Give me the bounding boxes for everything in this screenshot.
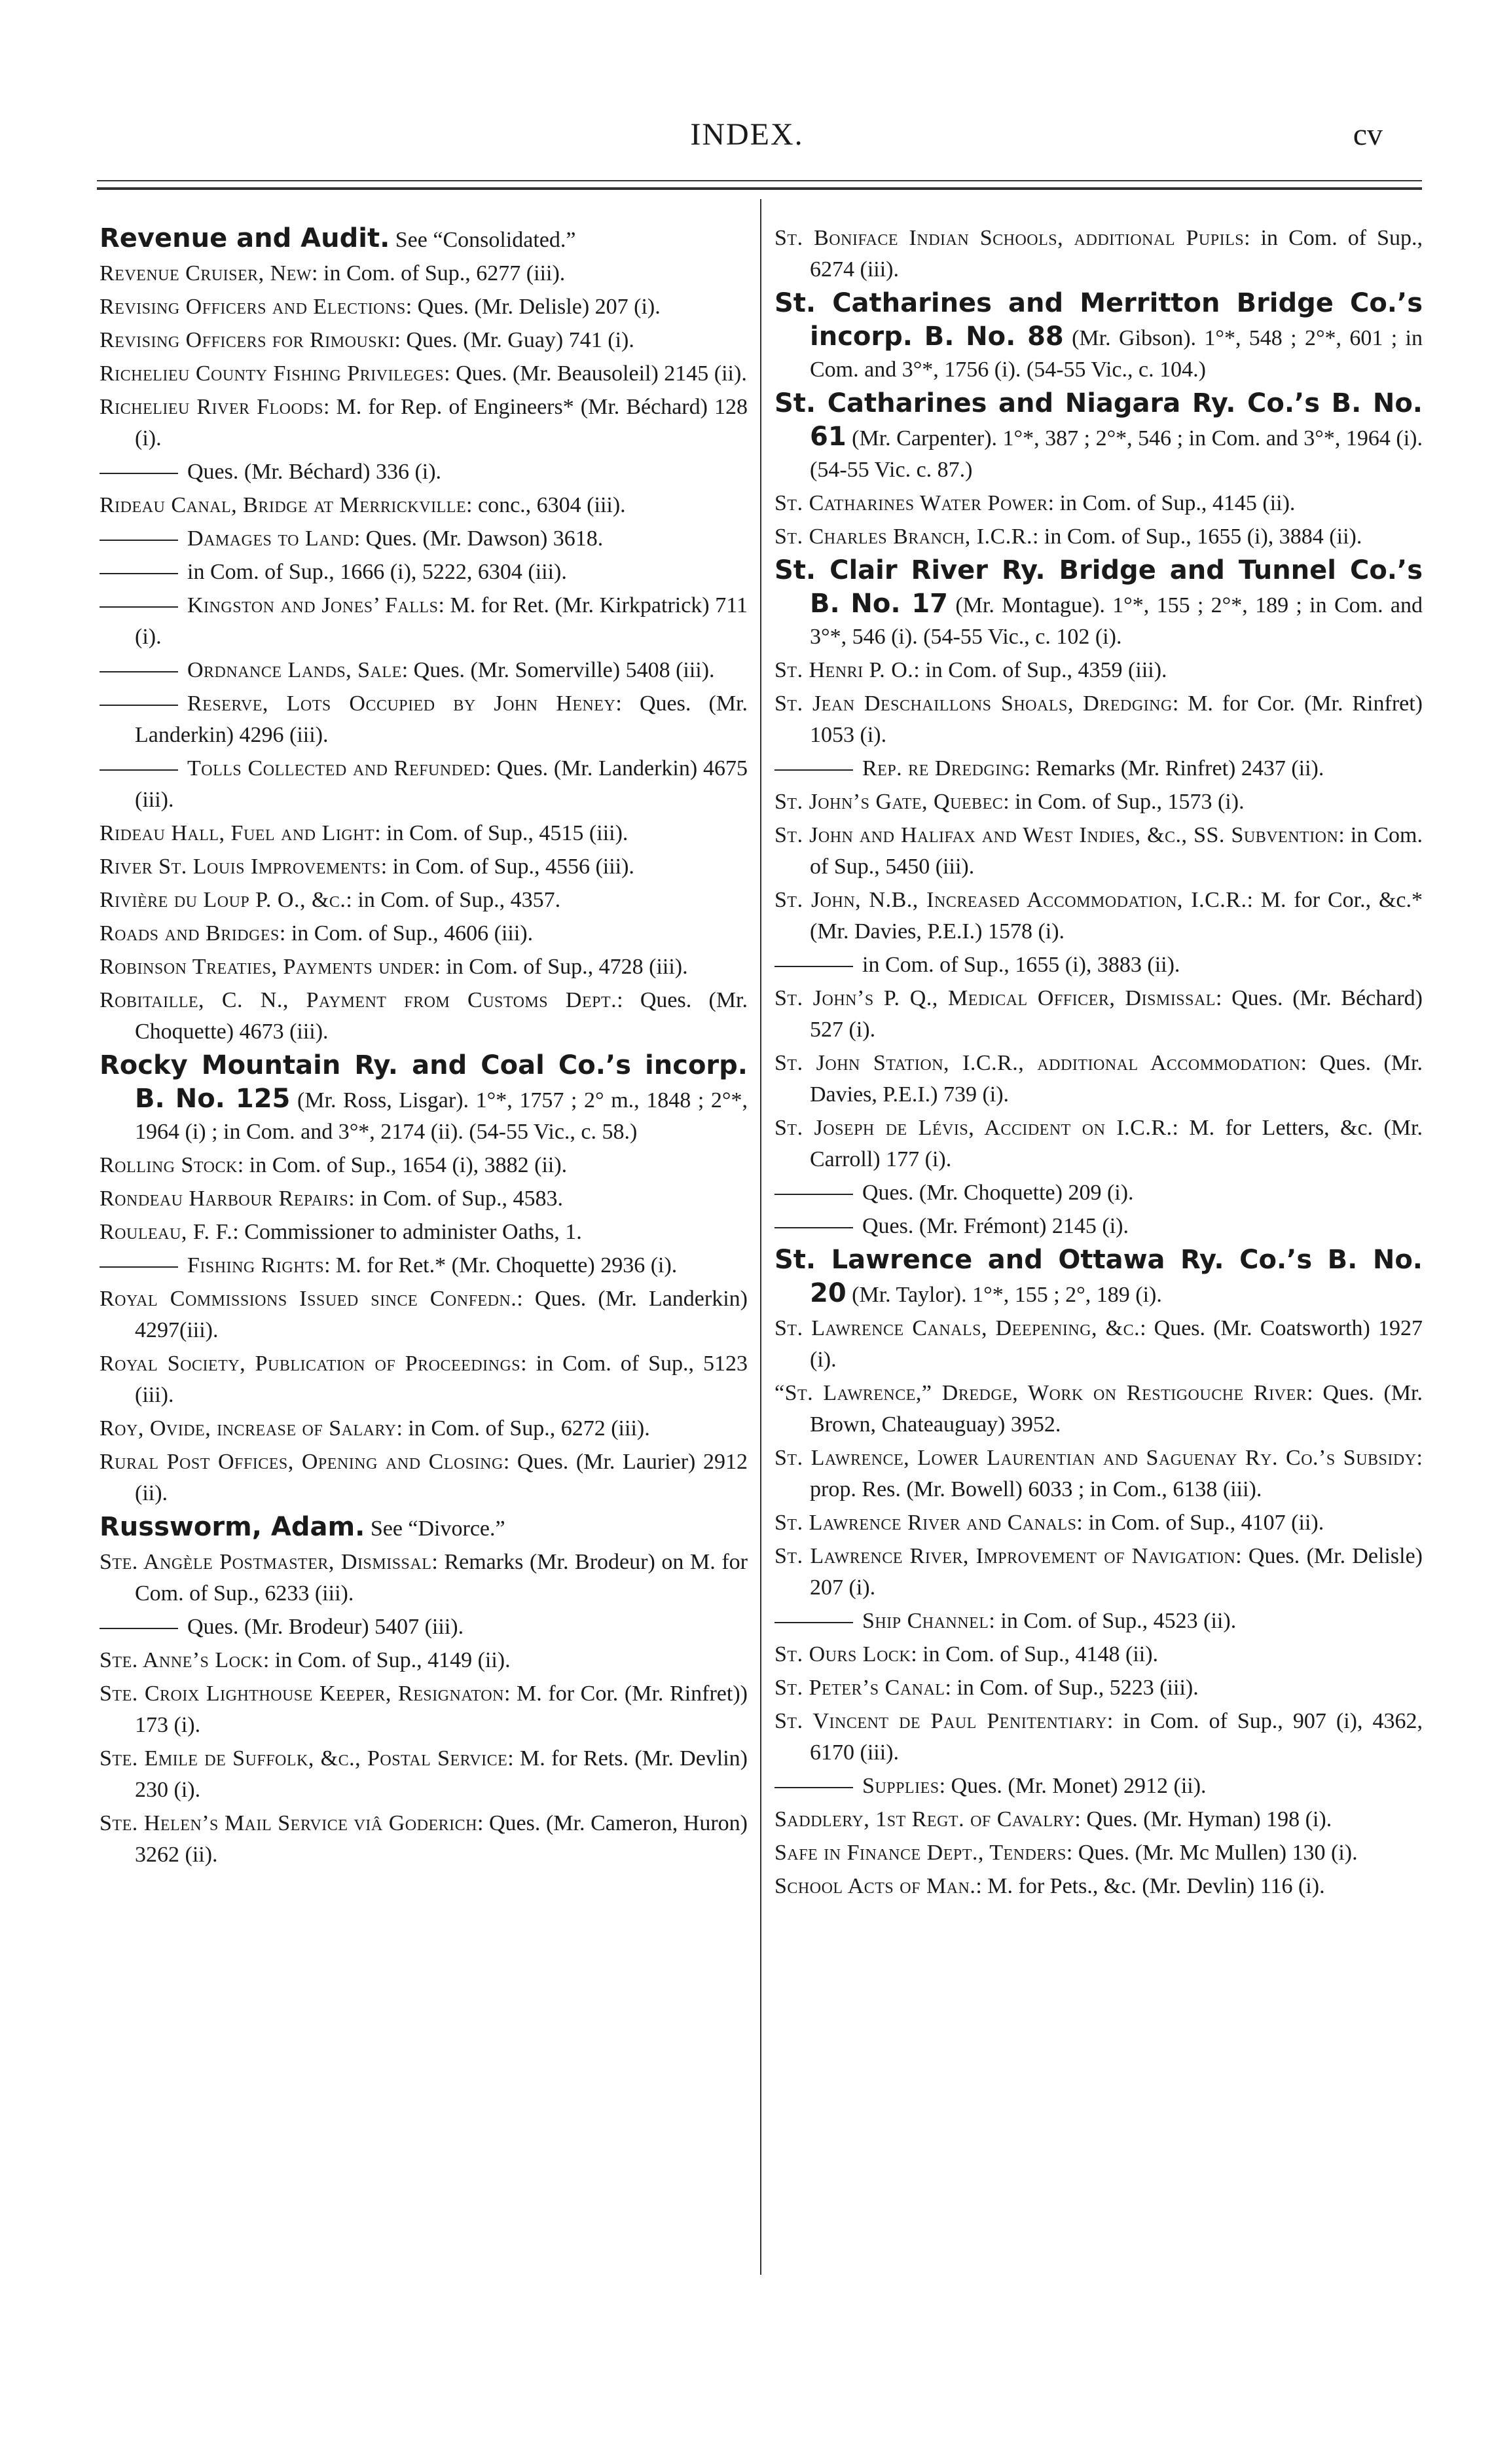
index-entry xyxy=(774,820,1423,883)
continuation-dash xyxy=(774,1622,853,1623)
entry-heading: St. Joseph de Lévis, Accident on I.C.R. xyxy=(774,1116,1173,1140)
index-entry xyxy=(100,818,748,849)
index-entry xyxy=(100,1150,748,1181)
entry-references: : in Com. of Sup., 4357. xyxy=(346,888,561,912)
index-entry xyxy=(100,456,748,488)
entry-references: : in Com. of Sup., 4359 (iii). xyxy=(913,658,1167,682)
entry-bold-heading: St. Catharines and Niagara Ry. Co.’s B. No. 61 xyxy=(774,388,1423,452)
entry-heading: Kingston and Jones’ Falls xyxy=(187,593,439,617)
entry-heading: Robitaille, C. N., Payment from Customs Dept. xyxy=(100,988,617,1012)
entry-references: : Ques. (Mr. Guay) 741 (i). xyxy=(394,328,634,352)
entry-references: in Com. of Sup., 1666 (i), 5222, 6304 (iii). xyxy=(187,560,567,584)
entry-heading: St. Catharines Water Power xyxy=(774,491,1048,515)
entry-heading: Safe in Finance Dept., Tenders xyxy=(774,1841,1066,1865)
index-entry xyxy=(774,388,1423,486)
right-index-column xyxy=(774,223,1423,1904)
index-entry xyxy=(774,1837,1423,1869)
entry-references: : M. for Pets., &c. (Mr. Devlin) 116 (i). xyxy=(975,1874,1325,1898)
entry-references: : Ques. (Mr. Brown, Chateauguay) 3952. xyxy=(810,1381,1423,1437)
index-entry xyxy=(100,918,748,949)
index-entry xyxy=(774,983,1423,1046)
entry-heading: Revising Officers for Rimouski xyxy=(100,328,395,352)
entry-heading: Roy, Ovide, increase of Salary xyxy=(100,1416,397,1441)
index-entry xyxy=(774,949,1423,981)
entry-heading: St. Lawrence, Lower Laurentian and Saguenay Ry. Co.’s Subsidy xyxy=(774,1446,1417,1470)
entry-references: : in Com. of Sup., 4583. xyxy=(348,1186,563,1211)
entry-references: in Com. of Sup., 1655 (i), 3883 (ii). xyxy=(862,953,1180,977)
entry-heading: St. Lawrence River, Improvement of Navigation xyxy=(774,1544,1236,1568)
page-title: INDEX. xyxy=(690,117,804,152)
entry-references: Ques. (Mr. Brodeur) 5407 (iii). xyxy=(187,1615,464,1639)
entry-references: : Ques. (Mr. Delisle) 207 (i). xyxy=(810,1544,1423,1600)
entry-references: : Ques. (Mr. Choquette) 4673 (iii). xyxy=(135,988,748,1044)
entry-heading: Reserve, Lots Occupied by John Heney xyxy=(187,691,616,716)
index-entry xyxy=(774,488,1423,519)
index-entry xyxy=(774,1804,1423,1835)
index-entry xyxy=(100,1250,748,1281)
index-entry xyxy=(100,1050,748,1148)
entry-references: : in Com. of Sup., 4728 (iii). xyxy=(434,955,688,979)
entry-references: : M. for Cor., &c.* (Mr. Davies, P.E.I.) 1578 (i). xyxy=(810,888,1423,944)
index-entry xyxy=(774,223,1423,285)
entry-heading: Rideau Canal, Bridge at Merrickville xyxy=(100,493,467,517)
continuation-dash xyxy=(100,1266,178,1268)
index-entry xyxy=(100,951,748,983)
continuation-dash xyxy=(100,1628,178,1629)
entry-heading: St. John, N.B., Increased Accommodation, I.C.R. xyxy=(774,888,1247,912)
page-header xyxy=(92,110,1402,162)
entry-heading: Ste. Croix Lighthouse Keeper, Resignaton xyxy=(100,1682,504,1706)
index-entry xyxy=(774,1211,1423,1242)
entry-heading: St. Jean Deschaillons Shoals, Dredging xyxy=(774,691,1173,716)
entry-bold-heading: Russworm, Adam. xyxy=(100,1512,365,1542)
entry-heading: Rolling Stock xyxy=(100,1153,238,1177)
entry-heading: Ste. Angèle Postmaster, Dismissal xyxy=(100,1550,432,1574)
entry-bold-heading: Rocky Mountain Ry. and Coal Co.’s incorp. B. No. 125 xyxy=(100,1050,748,1114)
entry-heading: St. Henri P. O. xyxy=(774,658,914,682)
entry-heading: St. Lawrence Canals, Deepening, &c. xyxy=(774,1316,1140,1340)
entry-references: : Ques. (Mr. Dawson) 3618. xyxy=(354,526,604,551)
entry-references: (Mr. Carpenter). 1°*, 387 ; 2°*, 546 ; in Com. and 3°*, 1964 (i). (54-55 Vic. c. 87.) xyxy=(810,426,1423,482)
index-entry xyxy=(774,555,1423,653)
entry-references: See “Consolidated.” xyxy=(390,228,576,252)
index-entry xyxy=(100,1547,748,1609)
entry-references: : in Com. of Sup., 5123 (iii). xyxy=(135,1352,748,1407)
index-entry xyxy=(100,291,748,323)
index-entry xyxy=(774,1378,1423,1441)
entry-references: : in Com. of Sup., 4145 (ii). xyxy=(1048,491,1296,515)
entry-references: : Ques. (Mr. Davies, P.E.I.) 739 (i). xyxy=(810,1051,1423,1107)
index-entry xyxy=(100,753,748,816)
entry-bold-heading: Revenue and Audit. xyxy=(100,223,390,253)
entry-heading: “St. Lawrence,” Dredge, Work on Restigouche River xyxy=(774,1381,1307,1405)
entry-references: See “Divorce.” xyxy=(365,1517,505,1541)
index-entry xyxy=(100,392,748,454)
entry-heading: Rep. re Dredging xyxy=(862,756,1025,781)
entry-references: : Commissioner to administer Oaths, 1. xyxy=(232,1220,582,1244)
entry-heading: Tolls Collected and Refunded xyxy=(187,756,485,781)
entry-heading: Rouleau, F. F. xyxy=(100,1220,233,1244)
entry-heading: Revising Officers and Elections xyxy=(100,295,406,319)
entry-heading: St. Boniface Indian Schools, additional Pupils xyxy=(774,226,1245,250)
continuation-dash xyxy=(774,1227,853,1228)
index-entry xyxy=(774,1112,1423,1175)
entry-heading: River St. Louis Improvements xyxy=(100,855,381,879)
entry-references: : Ques. (Mr. Somerville) 5408 (iii). xyxy=(401,658,715,682)
index-entry xyxy=(100,358,748,390)
entry-references: (Mr. Gibson). 1°*, 548 ; 2°*, 601 ; in Com. and 3°*, 1756 (i). (54-55 Vic., c. 104.) xyxy=(810,326,1423,382)
page-number: cv xyxy=(1353,117,1383,152)
entry-heading: Supplies xyxy=(862,1774,939,1798)
entry-references: : in Com. of Sup., 4515 (iii). xyxy=(374,821,629,845)
index-entry xyxy=(774,688,1423,751)
entry-references: : Ques. (Mr. Béchard) 527 (i). xyxy=(810,986,1423,1042)
entry-heading: Ste. Anne’s Lock xyxy=(100,1648,263,1672)
entry-references: : Ques. (Mr. Monet) 2912 (ii). xyxy=(939,1774,1207,1798)
entry-references: : in Com. of Sup., 6277 (iii). xyxy=(312,261,566,285)
index-entry xyxy=(774,1771,1423,1802)
index-entry xyxy=(100,1348,748,1411)
entry-references: : in Com. of Sup., 907 (i), 4362, 6170 (iii). xyxy=(810,1709,1423,1765)
index-entry xyxy=(774,1177,1423,1209)
index-entry xyxy=(100,655,748,686)
entry-heading: Ste. Helen’s Mail Service viâ Goderich xyxy=(100,1811,477,1835)
continuation-dash xyxy=(100,573,178,574)
entry-bold-heading: St. Catharines and Merritton Bridge Co.’s incorp. B. No. 88 xyxy=(774,288,1423,352)
index-entry xyxy=(774,1706,1423,1769)
entry-references: : Ques. (Mr. Landerkin) 4675 (iii). xyxy=(135,756,748,812)
entry-references: : in Com. of Sup., 4149 (ii). xyxy=(263,1648,511,1672)
entry-references: (Mr. Ross, Lisgar). 1°*, 1757 ; 2° m., 1848 ; 2°*, 1964 (i) ; in Com. and 3°*, 2174 (ii). (54-55 Vic., c. 58.) xyxy=(135,1088,748,1144)
entry-references: : Ques. (Mr. Delisle) 207 (i). xyxy=(405,295,661,319)
index-entry xyxy=(774,655,1423,686)
entry-references: Ques. (Mr. Béchard) 336 (i). xyxy=(187,460,442,484)
entry-heading: Royal Society, Publication of Proceedings xyxy=(100,1352,521,1376)
index-entry xyxy=(100,1808,748,1871)
entry-heading: Revenue Cruiser, New xyxy=(100,261,312,285)
entry-heading: Ste. Emile de Suffolk, &c., Postal Service xyxy=(100,1746,508,1771)
index-entry xyxy=(100,985,748,1048)
column-divider xyxy=(760,199,761,2275)
entry-heading: Rural Post Offices, Opening and Closing xyxy=(100,1450,503,1474)
continuation-dash xyxy=(774,966,853,967)
index-entry xyxy=(774,287,1423,386)
entry-heading: Rivière du Loup P. O., &c. xyxy=(100,888,346,912)
entry-references: : conc., 6304 (iii). xyxy=(466,493,626,517)
entry-heading: Roads and Bridges xyxy=(100,921,280,946)
index-entry xyxy=(774,1672,1423,1704)
index-entry xyxy=(100,325,748,356)
entry-references: Ques. (Mr. Frémont) 2145 (i). xyxy=(862,1214,1129,1238)
entry-references: (Mr. Taylor). 1°*, 155 ; 2°, 189 (i). xyxy=(846,1283,1162,1307)
entry-bold-heading: St. Lawrence and Ottawa Ry. Co.’s B. No. 20 xyxy=(774,1245,1423,1308)
index-entry xyxy=(100,1217,748,1248)
header-rule-thick xyxy=(97,187,1422,190)
index-entry xyxy=(100,1743,748,1806)
entry-references: : Ques. (Mr. Laurier) 2912 (ii). xyxy=(135,1450,748,1505)
entry-references: : M. for Rets. (Mr. Devlin) 230 (i). xyxy=(135,1746,748,1802)
entry-references: : in Com. of Sup., 1655 (i), 3884 (ii). xyxy=(1032,524,1362,549)
entry-references: : M. for Letters, &c. (Mr. Carroll) 177 (i). xyxy=(810,1116,1423,1171)
index-entry xyxy=(100,688,748,751)
entry-heading: Ordnance Lands, Sale xyxy=(187,658,402,682)
entry-references: : in Com. of Sup., 1654 (i), 3882 (ii). xyxy=(237,1153,568,1177)
entry-references: : M. for Cor. (Mr. Rinfret) 1053 (i). xyxy=(810,691,1423,747)
entry-heading: St. John and Halifax and West Indies, &c., SS. Subvention xyxy=(774,823,1339,847)
index-entry xyxy=(774,1244,1423,1311)
index-entry xyxy=(100,590,748,653)
index-entry xyxy=(100,1283,748,1346)
continuation-dash xyxy=(774,769,853,771)
entry-heading: Damages to Land xyxy=(187,526,354,551)
entry-references: : in Com. of Sup., 4606 (iii). xyxy=(279,921,534,946)
entry-heading: Ship Channel xyxy=(862,1609,989,1633)
entry-references: Ques. (Mr. Choquette) 209 (i). xyxy=(862,1181,1134,1205)
entry-references: : M. for Cor. (Mr. Rinfret)) 173 (i). xyxy=(135,1682,748,1737)
index-entry xyxy=(774,1313,1423,1376)
entry-bold-heading: St. Clair River Ry. Bridge and Tunnel Co.’s B. No. 17 xyxy=(774,555,1423,619)
index-entry xyxy=(774,885,1423,947)
continuation-dash xyxy=(100,769,178,771)
continuation-dash xyxy=(774,1194,853,1195)
entry-references: : in Com. of Sup., 5223 (iii). xyxy=(945,1676,1199,1700)
entry-heading: St. Peter’s Canal xyxy=(774,1676,945,1700)
entry-references: : in Com. of Sup., 4148 (ii). xyxy=(911,1642,1159,1666)
entry-heading: St. John’s Gate, Quebec xyxy=(774,790,1004,814)
entry-heading: St. Ours Lock xyxy=(774,1642,911,1666)
entry-references: : Remarks (Mr. Rinfret) 2437 (ii). xyxy=(1024,756,1324,781)
entry-heading: School Acts of Man. xyxy=(774,1874,976,1898)
entry-references: : M. for Rep. of Engineers* (Mr. Béchard) 128 (i). xyxy=(135,395,748,451)
index-entry xyxy=(774,1541,1423,1604)
entry-references: : M. for Ret.* (Mr. Choquette) 2936 (i). xyxy=(324,1253,678,1278)
entry-references: : in Com. of Sup., 1573 (i). xyxy=(1003,790,1245,814)
entry-heading: St. Lawrence River and Canals xyxy=(774,1511,1077,1535)
continuation-dash xyxy=(100,540,178,541)
entry-heading: St. John’s P. Q., Medical Officer, Dismissal xyxy=(774,986,1216,1010)
entry-references: : Ques. (Mr. Cameron, Huron) 3262 (ii). xyxy=(135,1811,748,1867)
entry-heading: St. Vincent de Paul Penitentiary xyxy=(774,1709,1107,1733)
index-entry xyxy=(774,753,1423,784)
index-entry xyxy=(100,223,748,256)
index-entry xyxy=(100,1446,748,1509)
continuation-dash xyxy=(100,705,178,706)
index-entry xyxy=(100,258,748,289)
index-entry xyxy=(774,1639,1423,1670)
entry-references: : Ques. (Mr. Landerkin) 4297(iii). xyxy=(135,1287,748,1342)
entry-heading: Rideau Hall, Fuel and Light xyxy=(100,821,375,845)
entry-references: : in Com. of Sup., 4107 (ii). xyxy=(1076,1511,1324,1535)
entry-references: : in Com. of Sup., 6274 (iii). xyxy=(810,226,1423,282)
index-entry xyxy=(774,1606,1423,1637)
entry-references: (Mr. Montague). 1°*, 155 ; 2°*, 189 ; in Com. and 3°*, 546 (i). (54-55 Vic., c. 102 (i). xyxy=(810,593,1423,649)
index-entry xyxy=(100,1183,748,1215)
entry-references: : Ques. (Mr. Hyman) 198 (i). xyxy=(1074,1807,1332,1831)
entry-references: : Ques. (Mr. Mc Mullen) 130 (i). xyxy=(1066,1841,1358,1865)
entry-heading: Fishing Rights xyxy=(187,1253,325,1278)
index-entry xyxy=(774,1871,1423,1902)
entry-references: : in Com. of Sup., 4556 (iii). xyxy=(380,855,634,879)
entry-references: : M. for Ret. (Mr. Kirkpatrick) 711 (i). xyxy=(135,593,748,649)
entry-heading: St. Charles Branch, I.C.R. xyxy=(774,524,1032,549)
entry-references: : Remarks (Mr. Brodeur) on M. for Com. of Sup., 6233 (iii). xyxy=(135,1550,748,1606)
continuation-dash xyxy=(100,671,178,672)
entry-references: : prop. Res. (Mr. Bowell) 6033 ; in Com., 6138 (iii). xyxy=(810,1446,1423,1501)
index-entry xyxy=(100,1413,748,1444)
entry-heading: Royal Commissions Issued since Confedn. xyxy=(100,1287,517,1311)
entry-heading: Robinson Treaties, Payments under xyxy=(100,955,435,979)
continuation-dash xyxy=(100,606,178,608)
index-entry xyxy=(100,490,748,521)
continuation-dash xyxy=(774,1787,853,1788)
entry-heading: Saddlery, 1st Regt. of Cavalry xyxy=(774,1807,1075,1831)
left-index-column xyxy=(100,223,748,1873)
entry-heading: Rondeau Harbour Repairs xyxy=(100,1186,349,1211)
entry-references: : in Com. of Sup., 5450 (iii). xyxy=(810,823,1423,879)
entry-references: : Ques. (Mr. Landerkin) 4296 (iii). xyxy=(135,691,748,747)
entry-references: : in Com. of Sup., 4523 (ii). xyxy=(989,1609,1237,1633)
index-entry xyxy=(100,1678,748,1741)
index-entry xyxy=(100,851,748,883)
continuation-dash xyxy=(100,473,178,474)
index-entry xyxy=(100,885,748,916)
index-entry xyxy=(100,1645,748,1676)
header-rule-thin xyxy=(97,180,1422,181)
index-entry xyxy=(774,521,1423,553)
index-entry xyxy=(100,1511,748,1545)
index-entry xyxy=(774,1443,1423,1505)
index-entry xyxy=(774,1048,1423,1111)
index-entry xyxy=(100,557,748,588)
entry-heading: St. John Station, I.C.R., additional Accommodation xyxy=(774,1051,1301,1075)
entry-heading: Richelieu County Fishing Privileges xyxy=(100,361,445,386)
entry-heading: Richelieu River Floods xyxy=(100,395,324,419)
index-entry xyxy=(774,1507,1423,1539)
index-entry xyxy=(100,1611,748,1643)
entry-references: : Ques. (Mr. Beausoleil) 2145 (ii). xyxy=(444,361,747,386)
index-entry xyxy=(100,523,748,555)
entry-references: : in Com. of Sup., 6272 (iii). xyxy=(396,1416,650,1441)
index-entry xyxy=(774,786,1423,818)
entry-references: : Ques. (Mr. Coatsworth) 1927 (i). xyxy=(810,1316,1423,1372)
